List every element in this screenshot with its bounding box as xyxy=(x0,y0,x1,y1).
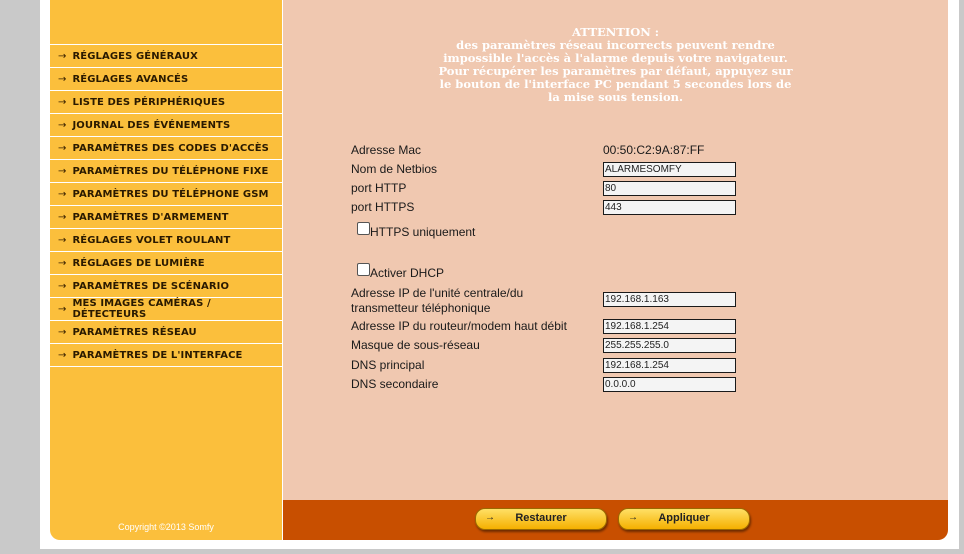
arrow-right-icon: → xyxy=(58,257,67,269)
warning-line: le bouton de l'interface PC pendant 5 secondes lors de xyxy=(439,77,792,91)
sidebar-item-label: RÉGLAGES VOLET ROULANT xyxy=(72,234,231,246)
router-ip-field[interactable]: 192.168.1.254 xyxy=(603,319,736,334)
sidebar-item-lumiere[interactable] xyxy=(50,252,282,275)
arrow-right-icon: → xyxy=(58,96,67,108)
https-only-label: HTTPS uniquement xyxy=(370,225,476,239)
arrow-right-icon: → xyxy=(58,142,67,154)
sidebar-item-label: PARAMÈTRES DE L'INTERFACE xyxy=(72,349,243,361)
arrow-right-icon: → xyxy=(58,119,67,131)
main-content xyxy=(283,0,948,500)
https-port-field[interactable]: 443 xyxy=(603,200,736,215)
arrow-right-icon: → xyxy=(58,280,67,292)
arrow-right-icon: → xyxy=(485,512,495,523)
sidebar-item-label: PARAMÈTRES DU TÉLÉPHONE GSM xyxy=(72,188,269,200)
arrow-right-icon: → xyxy=(58,234,67,246)
dhcp-checkbox[interactable] xyxy=(357,263,370,276)
sidebar-item-label: PARAMÈTRES RÉSEAU xyxy=(72,326,197,338)
router-ip-label: Adresse IP du routeur/modem haut débit xyxy=(351,319,567,333)
dns-secondary-label: DNS secondaire xyxy=(351,377,439,391)
arrow-right-icon: → xyxy=(58,211,67,223)
arrow-right-icon: → xyxy=(58,165,67,177)
http-port-label: port HTTP xyxy=(351,181,407,195)
subnet-mask-label: Masque de sous-réseau xyxy=(351,338,480,352)
subnet-mask-field[interactable]: 255.255.255.0 xyxy=(603,338,736,353)
sidebar-item-label: PARAMÈTRES DE SCÉNARIO xyxy=(72,280,230,292)
sidebar-item-reglages-avances[interactable] xyxy=(50,68,282,91)
page xyxy=(40,0,959,549)
dns-secondary-field[interactable]: 0.0.0.0 xyxy=(603,377,736,392)
arrow-right-icon: → xyxy=(58,50,67,62)
https-port-label: port HTTPS xyxy=(351,200,415,214)
http-port-field[interactable]: 80 xyxy=(603,181,736,196)
sidebar-item-liste-peripheriques[interactable] xyxy=(50,91,282,114)
https-only-checkbox[interactable] xyxy=(357,222,370,235)
sidebar-item-armement[interactable] xyxy=(50,206,282,229)
sidebar-item-parametres-reseau[interactable] xyxy=(50,321,282,344)
arrow-right-icon: → xyxy=(58,349,67,361)
dns-primary-field[interactable]: 192.168.1.254 xyxy=(603,358,736,373)
netbios-label: Nom de Netbios xyxy=(351,162,438,176)
restore-button-label: Restaurer xyxy=(515,512,567,524)
arrow-right-icon: → xyxy=(58,73,67,85)
sidebar-item-scenario[interactable] xyxy=(50,275,282,298)
warning-line: des paramètres réseau incorrects peuvent rendre xyxy=(456,38,775,52)
sidebar-item-label: RÉGLAGES AVANCÉS xyxy=(72,73,189,85)
arrow-right-icon: → xyxy=(58,326,67,338)
netbios-field[interactable]: ALARMESOMFY xyxy=(603,162,736,177)
warning-title: ATTENTION : xyxy=(572,25,659,39)
sidebar-item-images-cameras[interactable] xyxy=(50,298,282,321)
sidebar-item-reglages-generaux[interactable] xyxy=(50,45,282,68)
sidebar xyxy=(50,0,282,540)
mac-label: Adresse Mac xyxy=(351,143,422,157)
warning-line: impossible l'accès à l'alarme depuis votre navigateur. xyxy=(443,51,788,65)
sidebar-item-label: JOURNAL DES ÉVÉNEMENTS xyxy=(72,119,231,131)
network-warning xyxy=(433,26,798,104)
sidebar-item-label: PARAMÈTRES DU TÉLÉPHONE FIXE xyxy=(72,165,269,177)
ip-central-label: Adresse IP de l'unité centrale/du xyxy=(351,286,524,300)
sidebar-item-volet-roulant[interactable] xyxy=(50,229,282,252)
copyright: Copyright ©2013 Somfy xyxy=(118,522,214,532)
restore-button[interactable] xyxy=(475,508,607,530)
ip-central-field[interactable]: 192.168.1.163 xyxy=(603,292,736,307)
dhcp-label: Activer DHCP xyxy=(370,266,445,280)
sidebar-item-label: RÉGLAGES DE LUMIÈRE xyxy=(72,257,205,269)
footer-bar xyxy=(283,500,948,540)
sidebar-item-label: PARAMÈTRES DES CODES D'ACCÈS xyxy=(72,142,269,154)
sidebar-item-codes-acces[interactable] xyxy=(50,137,282,160)
sidebar-item-telephone-fixe[interactable] xyxy=(50,160,282,183)
sidebar-item-telephone-gsm[interactable] xyxy=(50,183,282,206)
apply-button[interactable] xyxy=(618,508,750,530)
arrow-right-icon: → xyxy=(58,188,67,200)
apply-button-label: Appliquer xyxy=(658,512,710,524)
sidebar-item-interface[interactable] xyxy=(50,344,282,367)
ip-central-label-line2: transmetteur téléphonique xyxy=(351,301,491,315)
warning-line: la mise sous tension. xyxy=(547,90,683,104)
mac-value: 00:50:C2:9A:87:FF xyxy=(603,143,705,157)
sidebar-item-label: PARAMÈTRES D'ARMEMENT xyxy=(72,211,229,223)
dns-primary-label: DNS principal xyxy=(351,358,425,372)
sidebar-item-journal-evenements[interactable] xyxy=(50,114,282,137)
sidebar-item-label: MES IMAGES CAMÉRAS / DÉTECTEURS xyxy=(72,298,211,320)
sidebar-menu xyxy=(50,44,282,367)
arrow-right-icon: → xyxy=(628,512,638,523)
sidebar-item-label: LISTE DES PÉRIPHÉRIQUES xyxy=(72,96,226,108)
warning-line: Pour récupérer les paramètres par défaut, appuyez sur xyxy=(438,64,793,78)
arrow-right-icon: → xyxy=(58,303,67,315)
sidebar-item-label: RÉGLAGES GÉNÉRAUX xyxy=(72,50,198,62)
